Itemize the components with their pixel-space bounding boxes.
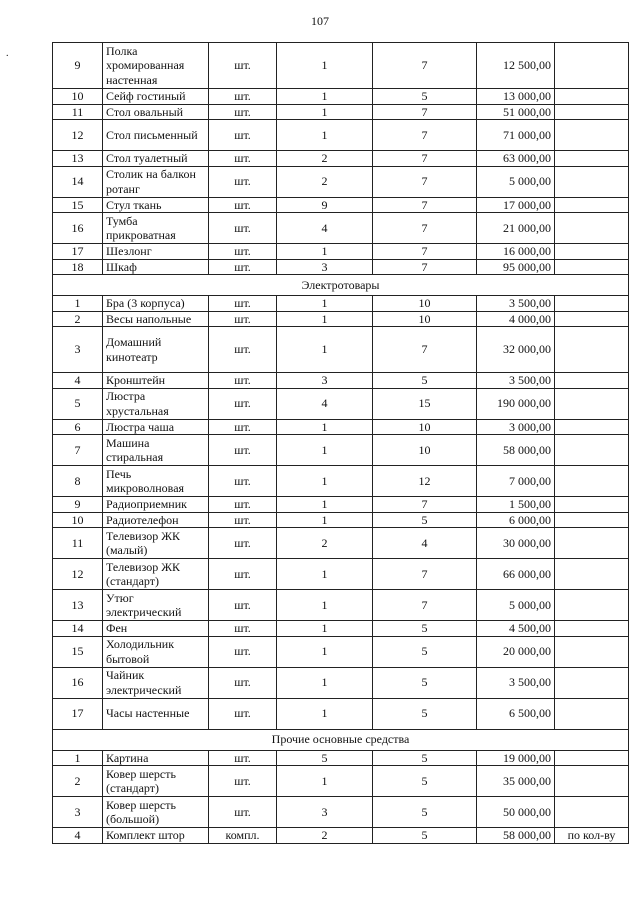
cell-unit: шт. — [209, 151, 277, 167]
cell-num: 17 — [53, 698, 103, 729]
cell-price: 51 000,00 — [477, 104, 555, 120]
cell-num: 10 — [53, 512, 103, 528]
cell-qty: 1 — [277, 497, 373, 513]
cell-name: Радиотелефон — [103, 512, 209, 528]
cell-price: 63 000,00 — [477, 151, 555, 167]
cell-price: 16 000,00 — [477, 244, 555, 260]
table-row — [53, 419, 629, 435]
cell-num: 1 — [53, 750, 103, 766]
table-row — [53, 512, 629, 528]
cell-num: 12 — [53, 120, 103, 151]
cell-note — [555, 435, 629, 466]
cell-num: 12 — [53, 559, 103, 590]
table-row — [53, 797, 629, 828]
cell-price: 3 500,00 — [477, 373, 555, 389]
cell-num: 16 — [53, 213, 103, 244]
cell-unit: шт. — [209, 512, 277, 528]
cell-qty: 1 — [277, 120, 373, 151]
cell-num: 16 — [53, 667, 103, 698]
cell-price: 95 000,00 — [477, 259, 555, 275]
cell-qty: 3 — [277, 259, 373, 275]
page-number: 107 — [311, 14, 329, 28]
cell-num: 5 — [53, 388, 103, 419]
cell-unit: шт. — [209, 528, 277, 559]
cell-note — [555, 750, 629, 766]
cell-qty: 1 — [277, 512, 373, 528]
cell-term: 5 — [373, 698, 477, 729]
cell-num: 3 — [53, 797, 103, 828]
cell-price: 3 500,00 — [477, 296, 555, 312]
cell-price: 71 000,00 — [477, 120, 555, 151]
cell-num: 11 — [53, 528, 103, 559]
cell-qty: 1 — [277, 590, 373, 621]
cell-qty: 2 — [277, 166, 373, 197]
cell-price: 12 500,00 — [477, 43, 555, 89]
cell-note — [555, 636, 629, 667]
section-header-row — [53, 275, 629, 296]
cell-term: 5 — [373, 621, 477, 637]
cell-name: Фен — [103, 621, 209, 637]
cell-qty: 4 — [277, 388, 373, 419]
cell-term: 5 — [373, 797, 477, 828]
cell-unit: шт. — [209, 296, 277, 312]
cell-note — [555, 244, 629, 260]
table-row — [53, 166, 629, 197]
cell-price: 17 000,00 — [477, 197, 555, 213]
cell-price: 50 000,00 — [477, 797, 555, 828]
cell-price: 66 000,00 — [477, 559, 555, 590]
cell-name: Печь микроволновая — [103, 466, 209, 497]
table-row — [53, 621, 629, 637]
cell-num: 13 — [53, 151, 103, 167]
cell-price: 6 500,00 — [477, 698, 555, 729]
cell-qty: 4 — [277, 213, 373, 244]
cell-note — [555, 559, 629, 590]
table-row — [53, 296, 629, 312]
cell-name: Люстра чаша — [103, 419, 209, 435]
margin-mark: . — [6, 48, 9, 59]
table-row — [53, 590, 629, 621]
table-row — [53, 311, 629, 327]
cell-term: 4 — [373, 528, 477, 559]
cell-name: Полка хромированная настенная — [103, 43, 209, 89]
cell-qty: 1 — [277, 559, 373, 590]
cell-unit: шт. — [209, 213, 277, 244]
cell-note — [555, 197, 629, 213]
cell-name: Картина — [103, 750, 209, 766]
cell-term: 12 — [373, 466, 477, 497]
cell-qty: 1 — [277, 667, 373, 698]
cell-price: 7 000,00 — [477, 466, 555, 497]
cell-num: 3 — [53, 327, 103, 373]
cell-price: 6 000,00 — [477, 512, 555, 528]
cell-term: 5 — [373, 828, 477, 844]
cell-note — [555, 590, 629, 621]
cell-term: 7 — [373, 151, 477, 167]
cell-name: Стул ткань — [103, 197, 209, 213]
cell-unit: шт. — [209, 435, 277, 466]
cell-note — [555, 466, 629, 497]
cell-qty: 1 — [277, 419, 373, 435]
section-title: Электротовары — [53, 275, 629, 296]
cell-note — [555, 43, 629, 89]
cell-num: 7 — [53, 435, 103, 466]
cell-name: Утюг электрический — [103, 590, 209, 621]
table-row — [53, 120, 629, 151]
cell-term: 5 — [373, 750, 477, 766]
cell-term: 5 — [373, 667, 477, 698]
cell-note — [555, 797, 629, 828]
cell-price: 3 000,00 — [477, 419, 555, 435]
table-row — [53, 497, 629, 513]
cell-name: Бра (3 корпуса) — [103, 296, 209, 312]
cell-note — [555, 388, 629, 419]
cell-qty: 1 — [277, 636, 373, 667]
table-row — [53, 151, 629, 167]
cell-num: 17 — [53, 244, 103, 260]
cell-qty: 3 — [277, 797, 373, 828]
cell-unit: шт. — [209, 636, 277, 667]
cell-term: 7 — [373, 497, 477, 513]
cell-name: Ковер шерсть (большой) — [103, 797, 209, 828]
cell-price: 35 000,00 — [477, 766, 555, 797]
cell-qty: 1 — [277, 296, 373, 312]
cell-qty: 1 — [277, 89, 373, 105]
cell-term: 7 — [373, 259, 477, 275]
cell-note — [555, 766, 629, 797]
cell-price: 20 000,00 — [477, 636, 555, 667]
cell-name: Стол туалетный — [103, 151, 209, 167]
table-row — [53, 667, 629, 698]
cell-name: Холодильник бытовой — [103, 636, 209, 667]
cell-num: 15 — [53, 636, 103, 667]
table-row — [53, 244, 629, 260]
cell-name: Часы настенные — [103, 698, 209, 729]
cell-qty: 2 — [277, 528, 373, 559]
cell-num: 4 — [53, 828, 103, 844]
cell-term: 7 — [373, 327, 477, 373]
table-row — [53, 213, 629, 244]
cell-num: 1 — [53, 296, 103, 312]
cell-price: 3 500,00 — [477, 667, 555, 698]
cell-unit: шт. — [209, 89, 277, 105]
cell-unit: шт. — [209, 466, 277, 497]
cell-note — [555, 213, 629, 244]
cell-note — [555, 151, 629, 167]
cell-qty: 1 — [277, 466, 373, 497]
cell-num: 6 — [53, 419, 103, 435]
cell-unit: шт. — [209, 327, 277, 373]
cell-name: Радиоприемник — [103, 497, 209, 513]
section-title: Прочие основные средства — [53, 729, 629, 750]
table-row — [53, 259, 629, 275]
cell-num: 9 — [53, 497, 103, 513]
cell-term: 7 — [373, 166, 477, 197]
cell-num: 10 — [53, 89, 103, 105]
cell-term: 5 — [373, 766, 477, 797]
cell-name: Стол письменный — [103, 120, 209, 151]
inventory-table — [52, 42, 629, 844]
cell-price: 5 000,00 — [477, 166, 555, 197]
cell-price: 21 000,00 — [477, 213, 555, 244]
table-row — [53, 388, 629, 419]
cell-term: 7 — [373, 590, 477, 621]
cell-qty: 3 — [277, 373, 373, 389]
cell-name: Шезлонг — [103, 244, 209, 260]
cell-unit: шт. — [209, 797, 277, 828]
cell-qty: 1 — [277, 766, 373, 797]
cell-qty: 2 — [277, 828, 373, 844]
cell-term: 5 — [373, 636, 477, 667]
cell-unit: шт. — [209, 166, 277, 197]
cell-num: 8 — [53, 466, 103, 497]
cell-num: 4 — [53, 373, 103, 389]
cell-term: 5 — [373, 89, 477, 105]
cell-num: 14 — [53, 621, 103, 637]
cell-note — [555, 120, 629, 151]
cell-note — [555, 166, 629, 197]
cell-note — [555, 104, 629, 120]
cell-note — [555, 667, 629, 698]
cell-note — [555, 327, 629, 373]
cell-unit: шт. — [209, 559, 277, 590]
cell-qty: 1 — [277, 327, 373, 373]
table-row — [53, 373, 629, 389]
cell-unit: шт. — [209, 667, 277, 698]
table-row — [53, 828, 629, 844]
cell-price: 30 000,00 — [477, 528, 555, 559]
cell-unit: шт. — [209, 419, 277, 435]
cell-qty: 1 — [277, 435, 373, 466]
cell-price: 190 000,00 — [477, 388, 555, 419]
cell-qty: 1 — [277, 621, 373, 637]
cell-note — [555, 512, 629, 528]
cell-price: 58 000,00 — [477, 435, 555, 466]
cell-note — [555, 698, 629, 729]
cell-term: 7 — [373, 43, 477, 89]
cell-unit: шт. — [209, 244, 277, 260]
cell-qty: 5 — [277, 750, 373, 766]
cell-qty: 1 — [277, 244, 373, 260]
cell-name: Стол овальный — [103, 104, 209, 120]
cell-term: 7 — [373, 244, 477, 260]
cell-price: 32 000,00 — [477, 327, 555, 373]
table-row — [53, 528, 629, 559]
cell-name: Весы напольные — [103, 311, 209, 327]
cell-price: 13 000,00 — [477, 89, 555, 105]
cell-note — [555, 497, 629, 513]
cell-unit: шт. — [209, 197, 277, 213]
cell-qty: 1 — [277, 698, 373, 729]
table-row — [53, 698, 629, 729]
cell-unit: шт. — [209, 43, 277, 89]
cell-qty: 9 — [277, 197, 373, 213]
cell-name: Телевизор ЖК (стандарт) — [103, 559, 209, 590]
cell-price: 58 000,00 — [477, 828, 555, 844]
cell-name: Люстра хрустальная — [103, 388, 209, 419]
cell-term: 7 — [373, 197, 477, 213]
cell-term: 7 — [373, 120, 477, 151]
cell-num: 9 — [53, 43, 103, 89]
cell-term: 15 — [373, 388, 477, 419]
table-row — [53, 327, 629, 373]
cell-price: 4 000,00 — [477, 311, 555, 327]
cell-note — [555, 89, 629, 105]
cell-qty: 2 — [277, 151, 373, 167]
cell-unit: шт. — [209, 590, 277, 621]
cell-term: 7 — [373, 104, 477, 120]
table-row — [53, 559, 629, 590]
section-header-row — [53, 729, 629, 750]
cell-note — [555, 419, 629, 435]
table-row — [53, 89, 629, 105]
table-row — [53, 750, 629, 766]
cell-price: 1 500,00 — [477, 497, 555, 513]
cell-unit: шт. — [209, 698, 277, 729]
cell-term: 5 — [373, 512, 477, 528]
cell-unit: шт. — [209, 120, 277, 151]
cell-num: 2 — [53, 311, 103, 327]
cell-unit: шт. — [209, 766, 277, 797]
cell-unit: шт. — [209, 259, 277, 275]
cell-note — [555, 528, 629, 559]
table-row — [53, 636, 629, 667]
cell-unit: шт. — [209, 373, 277, 389]
cell-unit: шт. — [209, 750, 277, 766]
table-row — [53, 435, 629, 466]
cell-num: 15 — [53, 197, 103, 213]
cell-num: 11 — [53, 104, 103, 120]
table-row — [53, 466, 629, 497]
cell-note — [555, 621, 629, 637]
cell-name: Тумба прикроватная — [103, 213, 209, 244]
cell-name: Столик на балкон ротанг — [103, 166, 209, 197]
cell-price: 19 000,00 — [477, 750, 555, 766]
cell-name: Домашний кинотеатр — [103, 327, 209, 373]
cell-note — [555, 296, 629, 312]
cell-unit: шт. — [209, 388, 277, 419]
cell-name: Телевизор ЖК (малый) — [103, 528, 209, 559]
cell-name: Машина стиральная — [103, 435, 209, 466]
cell-num: 14 — [53, 166, 103, 197]
cell-num: 18 — [53, 259, 103, 275]
cell-qty: 1 — [277, 311, 373, 327]
cell-term: 10 — [373, 419, 477, 435]
cell-price: 4 500,00 — [477, 621, 555, 637]
inventory-table-body — [53, 43, 629, 844]
table-row — [53, 104, 629, 120]
cell-unit: шт. — [209, 104, 277, 120]
cell-qty: 1 — [277, 104, 373, 120]
cell-unit: шт. — [209, 621, 277, 637]
cell-note — [555, 259, 629, 275]
cell-num: 13 — [53, 590, 103, 621]
cell-term: 10 — [373, 435, 477, 466]
cell-name: Комплект штор — [103, 828, 209, 844]
cell-unit: шт. — [209, 311, 277, 327]
cell-term: 10 — [373, 296, 477, 312]
cell-unit: компл. — [209, 828, 277, 844]
cell-note — [555, 311, 629, 327]
cell-name: Чайник электрический — [103, 667, 209, 698]
cell-unit: шт. — [209, 497, 277, 513]
table-row — [53, 43, 629, 89]
cell-term: 7 — [373, 559, 477, 590]
cell-qty: 1 — [277, 43, 373, 89]
cell-term: 7 — [373, 213, 477, 244]
cell-note: по кол-ву — [555, 828, 629, 844]
cell-name: Шкаф — [103, 259, 209, 275]
cell-price: 5 000,00 — [477, 590, 555, 621]
cell-note — [555, 373, 629, 389]
cell-name: Кронштейн — [103, 373, 209, 389]
cell-num: 2 — [53, 766, 103, 797]
cell-term: 10 — [373, 311, 477, 327]
table-row — [53, 766, 629, 797]
cell-name: Ковер шерсть (стандарт) — [103, 766, 209, 797]
cell-term: 5 — [373, 373, 477, 389]
cell-name: Сейф гостиный — [103, 89, 209, 105]
table-row — [53, 197, 629, 213]
